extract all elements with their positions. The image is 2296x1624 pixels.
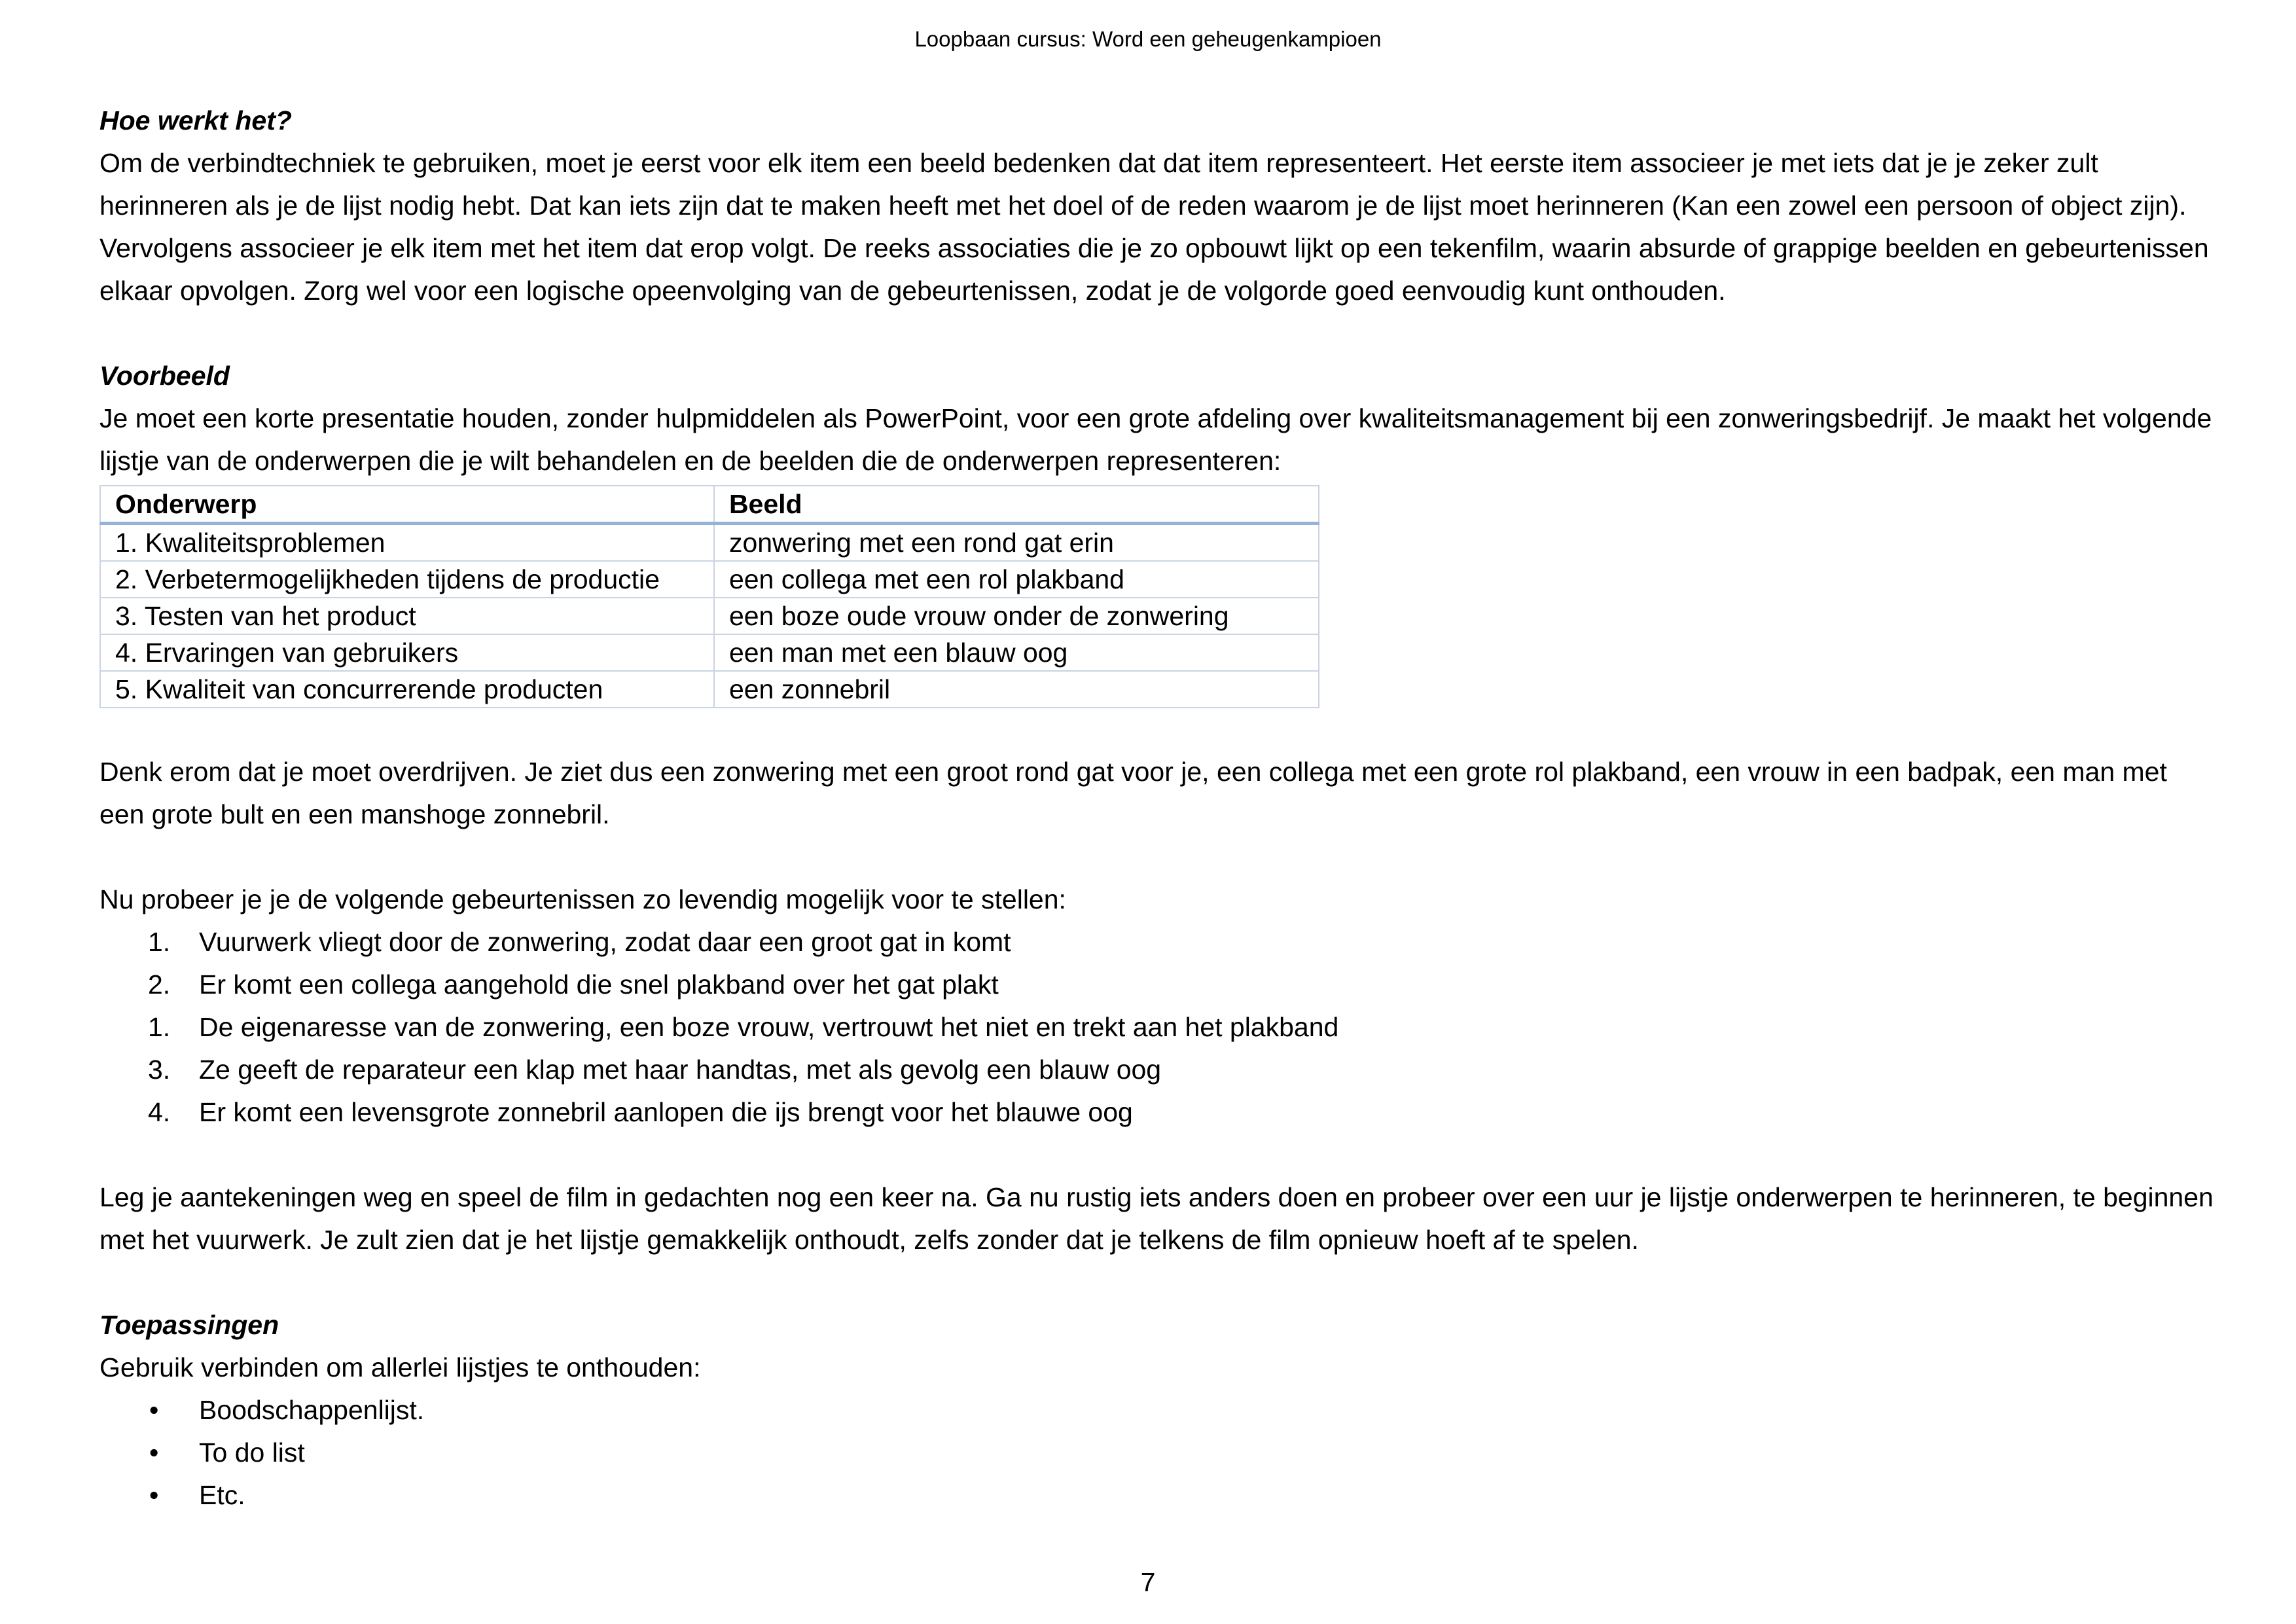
list-item (99, 1474, 2214, 1517)
table-cell-image: een man met een blauw oog (714, 634, 1319, 671)
list-item-text: Ze geeft de reparateur een klap met haar handtas, met als gevolg een blauw oog (199, 1055, 1162, 1085)
list-item (99, 1049, 2214, 1091)
heading-how-it-works: Hoe werkt het? (99, 105, 292, 135)
spacer (99, 1134, 2214, 1176)
spacer (99, 836, 2214, 878)
list-item-number: 2. (148, 969, 171, 1000)
column-header-topic: Onderwerp (100, 486, 714, 524)
list-item-text: Er komt een levensgrote zonnebril aanlopen die ijs brengt voor het blauwe oog (199, 1097, 1133, 1127)
table-cell-image: zonwering met een rond gat erin (714, 524, 1319, 562)
paragraph-how-it-works: Om de verbindtechniek te gebruiken, moet je eerst voor elk item een beeld bedenken dat dat item representeert. Het eerste item associeer je met iets dat je je zeker zult herinneren als je de lijst nodig hebt. Dat kan iets zijn dat te maken heeft met het doel of de reden waarom je de lijst moet herinneren (Kan een zowel een persoon of object zijn). Vervolgens associeer je elk item met het item dat erop volgt. De reeks associaties die je zo opbouwt lijkt op een tekenfilm, waarin absurde of grappige beelden en gebeurtenissen elkaar opvolgen. Zorg wel voor een logische opeenvolging van de gebeurtenissen, zodat je de volgorde goed eenvoudig kunt onthouden. (99, 148, 2209, 306)
list-item-text: Vuurwerk vliegt door de zonwering, zodat daar een groot gat in komt (199, 927, 1011, 957)
table-cell-image: een boze oude vrouw onder de zonwering (714, 598, 1319, 634)
table-cell-image: een zonnebril (714, 671, 1319, 708)
table-row (100, 524, 1319, 562)
list-item (99, 964, 2214, 1006)
spacer (99, 1261, 2214, 1304)
table-cell-topic: 4. Ervaringen van gebruikers (100, 634, 714, 671)
list-item-number: 3. (148, 1055, 171, 1085)
bullet-icon: • (149, 1395, 159, 1425)
heading-example: Voorbeeld (99, 361, 230, 391)
table-cell-topic: 3. Testen van het product (100, 598, 714, 634)
list-item (99, 1389, 2214, 1432)
column-header-image: Beeld (714, 486, 1319, 524)
table-row (100, 634, 1319, 671)
list-item-number: 4. (148, 1097, 171, 1127)
table-cell-topic: 2. Verbetermogelijkheden tijdens de productie (100, 561, 714, 598)
paragraph-exaggerate: Denk erom dat je moet overdrijven. Je ziet dus een zonwering met een groot rond gat voor je, een collega met een grote rol plakband, een vrouw in een badpak, een man met een grote bult en een manshoge zonnebril. (99, 757, 2167, 829)
table-cell-topic: 1. Kwaliteitsproblemen (100, 524, 714, 562)
spacer (99, 312, 2214, 355)
events-list (99, 921, 2214, 1134)
list-item (99, 1006, 2214, 1049)
bullet-icon: • (149, 1437, 159, 1468)
list-item (99, 1432, 2214, 1474)
list-item (99, 921, 2214, 964)
paragraph-applications-intro: Gebruik verbinden om allerlei lijstjes te onthouden: (99, 1352, 701, 1382)
page-content (99, 99, 2214, 1517)
table-row (100, 561, 1319, 598)
running-header: Loopbaan cursus: Word een geheugenkampioen (914, 27, 1382, 51)
table-header-row (100, 486, 1319, 524)
spacer (99, 708, 2214, 751)
heading-applications: Toepassingen (99, 1310, 279, 1340)
table-row (100, 671, 1319, 708)
bullet-icon: • (149, 1480, 159, 1510)
list-item-text: To do list (199, 1437, 305, 1468)
paragraph-example-intro: Je moet een korte presentatie houden, zonder hulpmiddelen als PowerPoint, voor een grote afdeling over kwaliteitsmanagement bij een zonweringsbedrijf. Je maakt het volgende lijstje van de onderwerpen die je wilt behandelen en de beelden die de onderwerpen representeren: (99, 403, 2212, 476)
paragraph-closing: Leg je aantekeningen weg en speel de film in gedachten nog een keer na. Ga nu rustig iets anders doen en probeer over een uur je lijstje onderwerpen te herinneren, te beginnen met het vuurwerk. Je zult zien dat je het lijstje gemakkelijk onthoudt, zelfs zonder dat je telkens de film opnieuw hoeft af te spelen. (99, 1182, 2214, 1255)
paragraph-events-intro: Nu probeer je je de volgende gebeurtenissen zo levendig mogelijk voor te stellen: (99, 884, 1066, 914)
table-cell-topic: 5. Kwaliteit van concurrerende producten (100, 671, 714, 708)
list-item-text: Etc. (199, 1480, 245, 1510)
topics-table (99, 485, 1319, 708)
list-item (99, 1091, 2214, 1134)
table-row (100, 598, 1319, 634)
table-cell-image: een collega met een rol plakband (714, 561, 1319, 598)
page-number: 7 (1140, 1567, 1156, 1597)
list-item-number: 1. (148, 927, 171, 957)
list-item-text: De eigenaresse van de zonwering, een boze vrouw, vertrouwt het niet en trekt aan het plakband (199, 1012, 1339, 1042)
list-item-number: 1. (148, 1012, 171, 1042)
applications-list (99, 1389, 2214, 1517)
list-item-text: Boodschappenlijst. (199, 1395, 425, 1425)
list-item-text: Er komt een collega aangehold die snel plakband over het gat plakt (199, 969, 999, 1000)
